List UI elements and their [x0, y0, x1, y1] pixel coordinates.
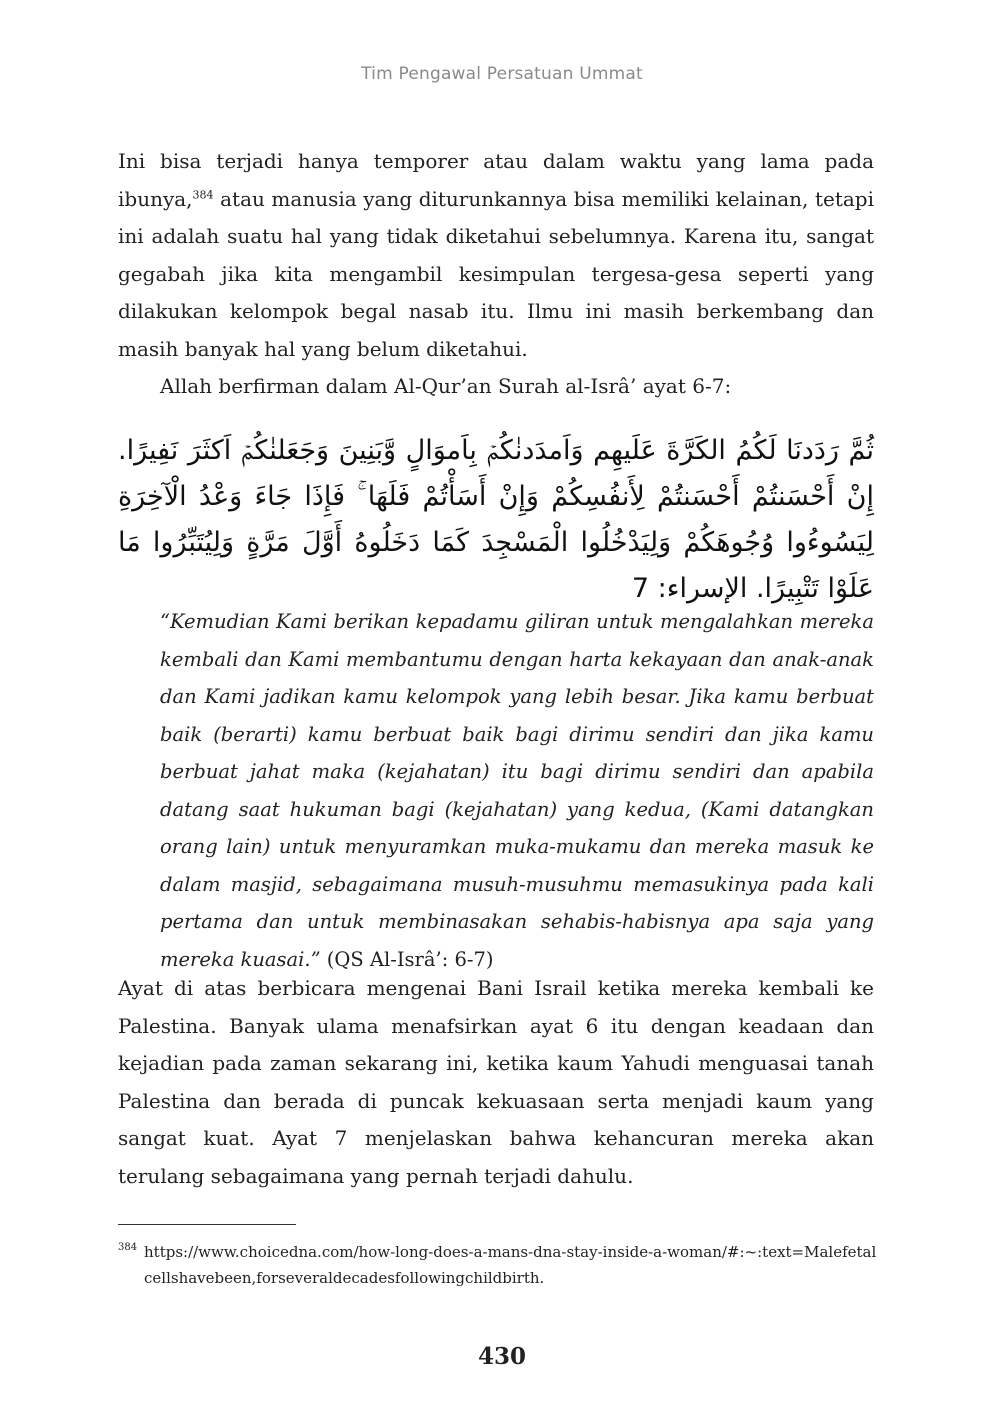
translation-text: “Kemudian Kami berikan kepadamu giliran untuk mengalahkan mereka kembali dan Kami membantumu dengan harta kekayaan dan anak-anak dan Kami jadikan kamu kelompok yang lebih besar. Jika kamu berbuat baik (berarti) kamu berbuat baik bagi dirimu sendiri dan jika kamu berbuat jahat maka (kejahatan) itu bagi dirimu sendiri dan apabila datang saat hukuman bagi (kejahatan) yang kedua, (Kami datangkan orang lain) untuk menyuramkan muka-mukamu dan mereka masuk ke dalam masjid, sebagaimana musuh-musuhmu memasukinya pada kali pertama dan untuk membinasakan sehabis-habisnya apa saja yang mereka kuasai.” [160, 610, 874, 971]
paragraph-1-text: Ini bisa terjadi hanya temporer atau dalam waktu yang lama pada ibunya, [118, 149, 874, 211]
paragraph-3: Ayat di atas berbicara mengenai Bani Israil ketika mereka kembali ke Palestina. Banyak ulama menafsirkan ayat 6 itu dengan keadaan dan kejadian pada zaman sekarang ini, ketika kaum Yahudi menguasai tanah Palestina dan berada di puncak kekuasaan serta menjadi kaum yang sangat kuat. Ayat 7 menjelaskan bahwa kehancuran mereka akan terulang sebagaimana yang pernah terjadi dahulu. [118, 976, 874, 1188]
footnote-reference[interactable]: 384 [192, 187, 214, 201]
footnote-number: 384 [118, 1242, 138, 1253]
footnote-divider [118, 1224, 296, 1225]
paragraph-1-rest: atau manusia yang diturunkannya bisa memiliki kelainan, tetapi ini adalah suatu hal yang tidak diketahui sebelumnya. Karena itu, sangat gegabah jika kita mengambil kesimpulan tergesa-gesa seperti yang dilakukan kelompok begal nasab itu. Ilmu ini masih berkembang dan masih banyak hal yang belum diketahui. [118, 186, 874, 361]
paragraph-1 [118, 143, 874, 368]
translation-reference: (QS Al-Isrâ’: 6-7) [320, 947, 494, 971]
running-header: Tim Pengawal Persatuan Ummat [361, 64, 643, 84]
paragraph-2: Allah berfirman dalam Al-Qur’an Surah al-Isrâ’ ayat 6-7: [160, 374, 732, 398]
footnote-link[interactable]: https://www.choicedna.com/how-long-does-a-mans-dna-stay-inside-a-woman/#:~:text=Malefetalcellshavebeen,forseveraldecadesfollowingchildbirth. [144, 1243, 877, 1287]
page-number: 430 [477, 1343, 526, 1370]
translation-quote [160, 603, 874, 978]
footnote [118, 1239, 878, 1291]
arabic-verse: ثُمَّ رَدَدنَا لَكُمُ الكَرَّةَ عَلَيهِم وَاَمدَدنٰكُمۡ بِاَموَالٍ وَّبَنِينَ وَجَعَلنٰكُمۡ اَكثَرَ نَفِيرًا. إِنْ أَحْسَنتُمْ أَحْسَنتُمْ لِأَنفُسِكُمْ وَإِنْ أَسَأْتُمْ فَلَهَا ۚ فَإِذَا جَاءَ وَعْدُ الْآخِرَةِ لِيَسُوءُوا وُجُوهَكُمْ وَلِيَدْخُلُوا الْمَسْجِدَ كَمَا دَخَلُوهُ أَوَّلَ مَرَّةٍ وَلِيُتَبِّرُوا مَا عَلَوْا تَتْبِيرًا. الإسراء: 7 [118, 435, 874, 604]
